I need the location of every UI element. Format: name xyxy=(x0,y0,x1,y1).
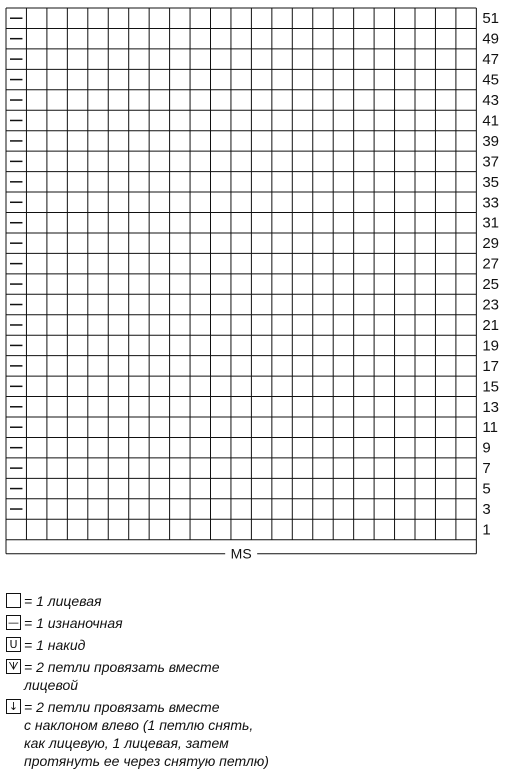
row-number: 45 xyxy=(482,71,500,89)
knit-two-together-icon: ᗐ xyxy=(6,659,21,674)
legend-text-knit: = 1 лицевая xyxy=(24,593,102,609)
empty-box-icon xyxy=(6,593,21,608)
legend-text-k2tog: = 2 петли провязать вместе лицевой xyxy=(24,659,220,693)
legend-text-purl: = 1 изнаночная xyxy=(24,615,123,631)
row-number: 15 xyxy=(482,378,500,396)
row-number: 9 xyxy=(482,439,491,457)
row-number: 7 xyxy=(482,460,491,478)
slip-knit-pass-icon: ↓ xyxy=(6,699,21,714)
repeat-label: MS xyxy=(230,545,252,562)
row-number: 43 xyxy=(482,92,500,110)
legend-text-ssk: = 2 петли провязать вместе с наклоном влево (1 петлю снять, как лицевую, 1 лицевая, затем протянуть ее через снятую петлю) xyxy=(24,699,269,769)
purl-dash-icon: — xyxy=(8,616,19,629)
row-number: 27 xyxy=(482,255,500,273)
row-number: 3 xyxy=(482,501,491,519)
row-number: 47 xyxy=(482,51,500,69)
legend-item-purl xyxy=(6,614,526,632)
row-number: 49 xyxy=(482,30,500,48)
row-number: 17 xyxy=(482,357,500,375)
legend-item-knit xyxy=(6,592,526,610)
legend-item-k2tog xyxy=(6,658,526,694)
legend-text-yarn-over: = 1 накид xyxy=(24,637,86,653)
row-number: 37 xyxy=(482,153,500,171)
row-number: 21 xyxy=(482,316,500,334)
row-number: 13 xyxy=(482,398,500,416)
yarn-over-icon: U xyxy=(6,637,21,652)
row-number: 11 xyxy=(482,419,498,437)
row-number: 35 xyxy=(482,173,500,191)
row-number: 1 xyxy=(482,521,491,539)
legend-item-yarn-over xyxy=(6,636,526,654)
row-number: 29 xyxy=(482,235,500,253)
row-number: 51 xyxy=(482,10,500,28)
row-number: 19 xyxy=(482,337,500,355)
legend xyxy=(6,592,526,774)
row-number: 41 xyxy=(482,112,500,130)
row-number: 33 xyxy=(482,194,500,212)
row-number: 31 xyxy=(482,214,500,232)
row-number: 23 xyxy=(482,296,500,314)
legend-item-ssk xyxy=(6,698,526,770)
row-number: 25 xyxy=(482,276,500,294)
row-number: 39 xyxy=(482,132,500,150)
row-number: 5 xyxy=(482,480,491,498)
